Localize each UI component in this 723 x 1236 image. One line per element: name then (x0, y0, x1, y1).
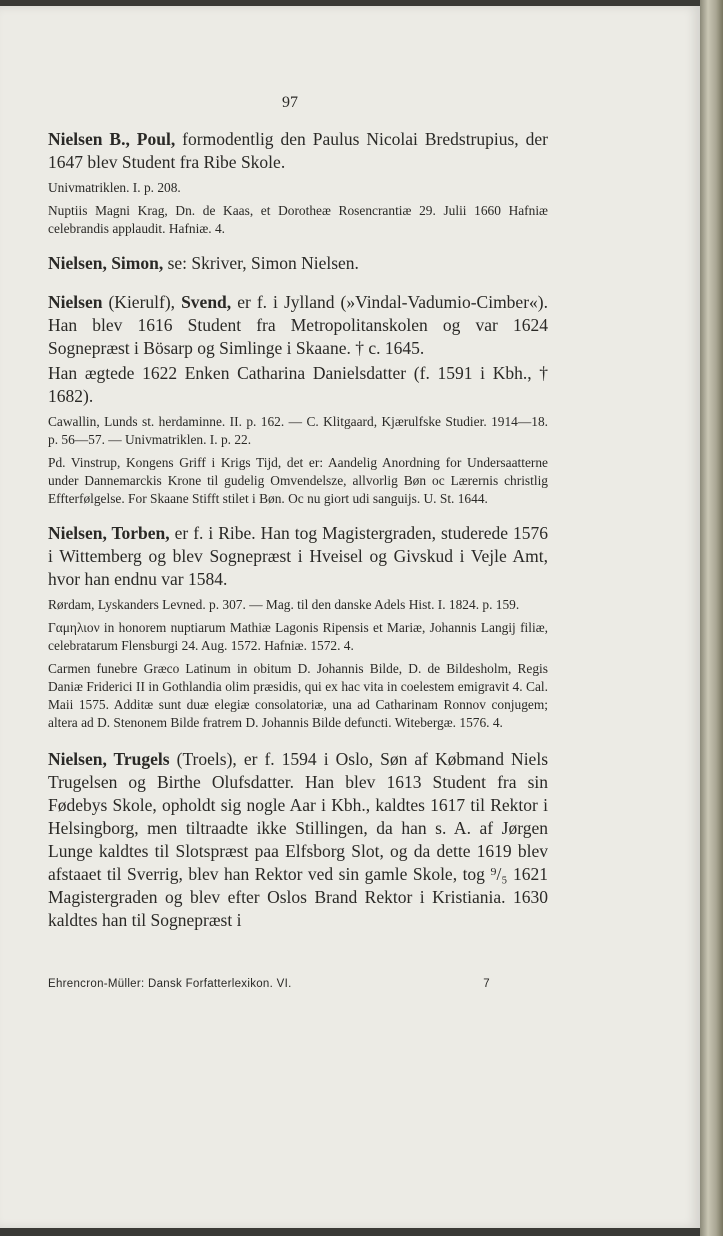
entry (48, 252, 548, 275)
entry-paragraph (48, 660, 548, 732)
entry-headword: Nielsen, Simon, (48, 253, 164, 273)
entry-paragraph (48, 596, 548, 614)
entry (48, 522, 548, 732)
entry-text: Han ægtede 1622 Enken Catharina Danielsdatter (f. 1591 i Kbh., † 1682). (48, 363, 548, 406)
book-page (0, 6, 700, 1228)
entry-alias: (Kierulf), (102, 292, 182, 312)
entry-paragraph (48, 362, 548, 408)
entry-text: Rørdam, Lyskanders Levned. p. 307. — Mag. til den danske Adels Hist. I. 1824. p. 159. (48, 597, 520, 612)
entry-paragraph (48, 619, 548, 655)
page-edge (700, 0, 723, 1236)
entry-text: formodentlig den Paulus Nicolai Bredstrupius, der 1647 blev Student fra Ribe Skole. (48, 129, 548, 172)
entry-headword: Nielsen B., Poul, (48, 129, 176, 149)
page-number: 97 (282, 94, 298, 111)
entry-paragraph-first (48, 291, 548, 360)
entry-text: Cawallin, Lunds st. herdaminne. II. p. 162. — C. Klitgaard, Kjærulfske Studier. 1914—18. p. 56—57. — Univmatriklen. I. p. 22. (48, 414, 548, 447)
entry (48, 291, 548, 508)
entry (48, 128, 548, 238)
page-footer (48, 978, 548, 990)
entry-headword: Nielsen, Torben, (48, 523, 170, 543)
entry-paragraph-first (48, 522, 548, 591)
entry-text: er f. i Ribe. Han tog Magistergraden, studerede 1576 i Wittemberg og blev Sognepræst i Hveisel og Givskud i Vejle Amt, hvor han endnu var 1584. (48, 523, 548, 589)
entry-text: Γαμηλιον in honorem nuptiarum Mathiæ Lagonis Ripensis et Mariæ, Johannis Langij filiæ, celebratarum Flensburgi 24. Aug. 1572. Hafniæ. 1572. 4. (48, 620, 548, 653)
entry-paragraph-first (48, 252, 548, 275)
entry-paragraph-first (48, 748, 548, 932)
entry-text: er f. i Jylland (»Vindal-Vadumio-Cimber«). Han blev 1616 Student fra Metropolitanskolen og var 1624 Sognepræst i Bösarp og Simlinge i Skaane. † c. 1645. (48, 292, 548, 358)
entry (48, 748, 548, 932)
entry-text: Carmen funebre Græco Latinum in obitum D. Johannis Bilde, D. de Bildesholm, Regis Daniæ Friderici II in Gothlandia olim præsidis, qui ex hac vita in coelestem emigravit 4. Cal. Maii 1575. Additæ sunt duæ elegiæ consolatoriæ, una ad Catharinam Ronnov conjugem; altera ad D. Stenonem Bilde fratrem D. Johannis Bilde defuncti. Witebergæ. 1576. 4. (48, 661, 548, 730)
entry-paragraph (48, 454, 548, 508)
signature-mark: 7 (483, 978, 490, 990)
entry-headword: Nielsen (48, 292, 103, 312)
entry-text: Nuptiis Magni Krag, Dn. de Kaas, et Dorotheæ Rosencrantiæ 29. Julii 1660 Hafniæ celebrandis applaudit. Hafniæ. 4. (48, 203, 548, 236)
entry-paragraph (48, 202, 548, 238)
entry-paragraph-first (48, 128, 548, 174)
entry-paragraph (48, 179, 548, 197)
entry-headword: Nielsen, Trugels (48, 749, 170, 769)
entry-text: Univmatriklen. I. p. 208. (48, 180, 181, 195)
running-title: Ehrencron-Müller: Dansk Forfatterlexikon. VI. (48, 978, 292, 990)
entry-text: Pd. Vinstrup, Kongens Griff i Krigs Tijd, det er: Aandelig Anordning for Undersaatterne under Dannemarckis Krone til gudelig Omvendelsze, allvorlig Bøn oc Lærernis christlig Effterfølgelse. For Skaane Stifft stilet i Bøn. Oc nu giort udi sanguijs. U. St. 1644. (48, 455, 548, 506)
entry-paragraph (48, 413, 548, 449)
entry-text: se: Skriver, Simon Nielsen. (163, 253, 359, 273)
entry-text: er f. 1594 i Oslo, Søn af Købmand Niels Trugelsen og Birthe Olufsdatter. Han blev 1613 Student fra sin Fødebys Skole, opholdt sig nogle Aar i Kbh., kaldtes 1617 til Rektor i Helsingborg, men tiltraadte ikke Stillingen, da han s. A. af Jørgen Lunge kaldtes til Slotspræst paa Elfsborg Slot, og da dette 1619 blev afstaaet til Sverrig, blev han Rektor ved sin gamle Skole, tog ⁹/₅ 1621 Magistergraden og blev efter Oslos Brand Rektor i Kristiania. 1630 kaldtes han til Sognepræst i (48, 749, 548, 930)
entry-headword-given: Svend, (181, 292, 232, 312)
entry-alias: (Troels), (169, 749, 244, 769)
page-text (48, 128, 548, 932)
